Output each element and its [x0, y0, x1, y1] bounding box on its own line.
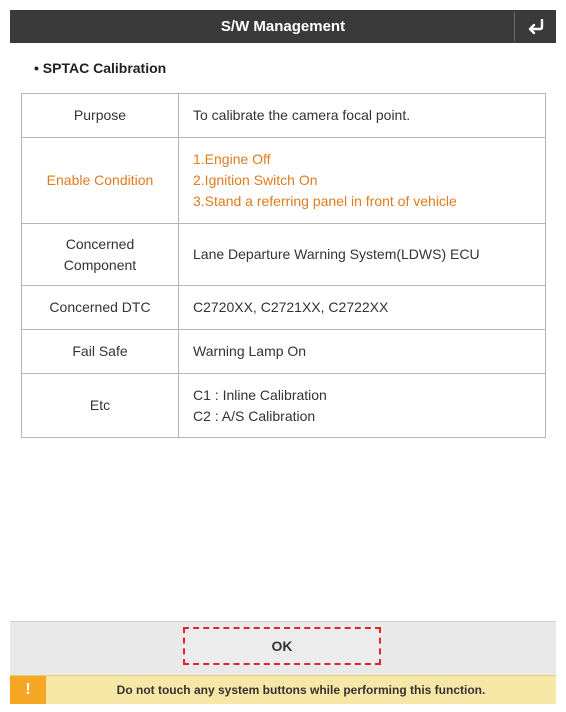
value-line: C2 : A/S Calibration	[193, 407, 316, 424]
header-bar	[10, 10, 556, 43]
value-line: Warning Lamp On	[193, 343, 307, 359]
table-row	[22, 374, 546, 438]
row-label: Fail Safe	[22, 330, 179, 374]
exclamation-icon: !	[10, 676, 46, 704]
page-title: S/W Management	[220, 18, 346, 35]
ok-button[interactable]: OK	[183, 627, 381, 665]
section-title: • SPTAC Calibration	[34, 60, 167, 76]
table-row	[22, 138, 546, 224]
value-line: 1.Engine Off	[193, 151, 271, 167]
table-row	[22, 330, 546, 374]
row-value	[179, 374, 546, 438]
row-value	[179, 286, 546, 330]
row-value	[179, 330, 546, 374]
info-table	[21, 93, 546, 438]
row-value	[179, 94, 546, 138]
value-line: 2.Ignition Switch On	[193, 172, 318, 188]
value-line: C1 : Inline Calibration	[193, 386, 327, 403]
value-line: Lane Departure Warning System(LDWS) ECU	[193, 246, 480, 262]
row-value	[179, 224, 546, 286]
warning-bar	[10, 675, 556, 704]
value-line: C2720XX, C2721XX, C2722XX	[193, 299, 389, 315]
back-button[interactable]	[515, 10, 556, 43]
row-label	[22, 224, 179, 286]
value-line: To calibrate the camera focal point.	[193, 107, 411, 123]
row-value	[179, 138, 546, 224]
row-label: Purpose	[22, 94, 179, 138]
return-arrow-icon	[527, 19, 545, 35]
label-line: Component	[63, 256, 137, 273]
row-label: Enable Condition	[22, 138, 179, 224]
row-label: Concerned DTC	[22, 286, 179, 330]
warning-message: Do not touch any system buttons while performing this function.	[116, 683, 486, 697]
table-row	[22, 94, 546, 138]
table-row	[22, 224, 546, 286]
row-label: Etc	[22, 374, 179, 438]
value-line: 3.Stand a referring panel in front of vehicle	[193, 193, 457, 209]
table-row	[22, 286, 546, 330]
label-line: Concerned	[65, 235, 135, 252]
